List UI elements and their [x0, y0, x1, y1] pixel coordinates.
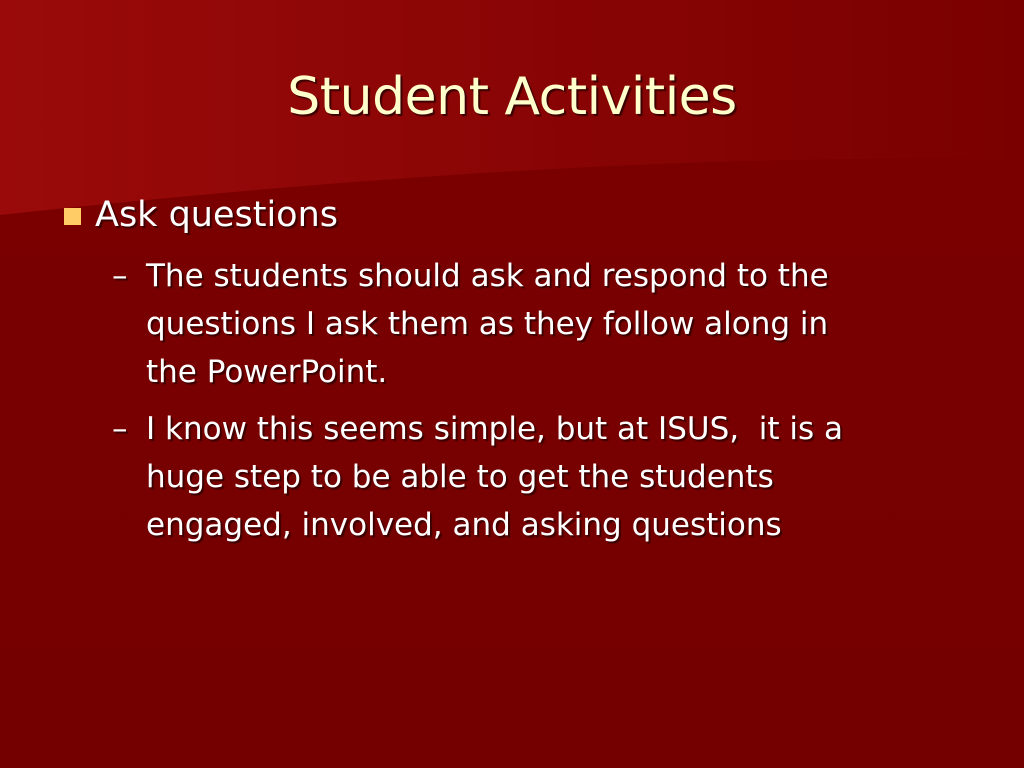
bullet-text: Ask questions [95, 195, 339, 235]
dash-marker: – [112, 411, 128, 447]
bullet-item [64, 190, 338, 240]
sub-bullet-text: I know this seems simple, but at ISUS, it is a huge step to be able to get the students engaged, involved, and asking questions [146, 411, 844, 543]
sub-bullet-item [112, 252, 972, 396]
sub-bullet-text: The students should ask and respond to the questions I ask them as they follow along in the PowerPoint. [146, 258, 829, 390]
square-bullet-icon [64, 208, 81, 225]
dash-marker: – [112, 258, 128, 294]
sub-bullet-item [112, 405, 972, 549]
slide-title: Student Activities [287, 67, 737, 127]
